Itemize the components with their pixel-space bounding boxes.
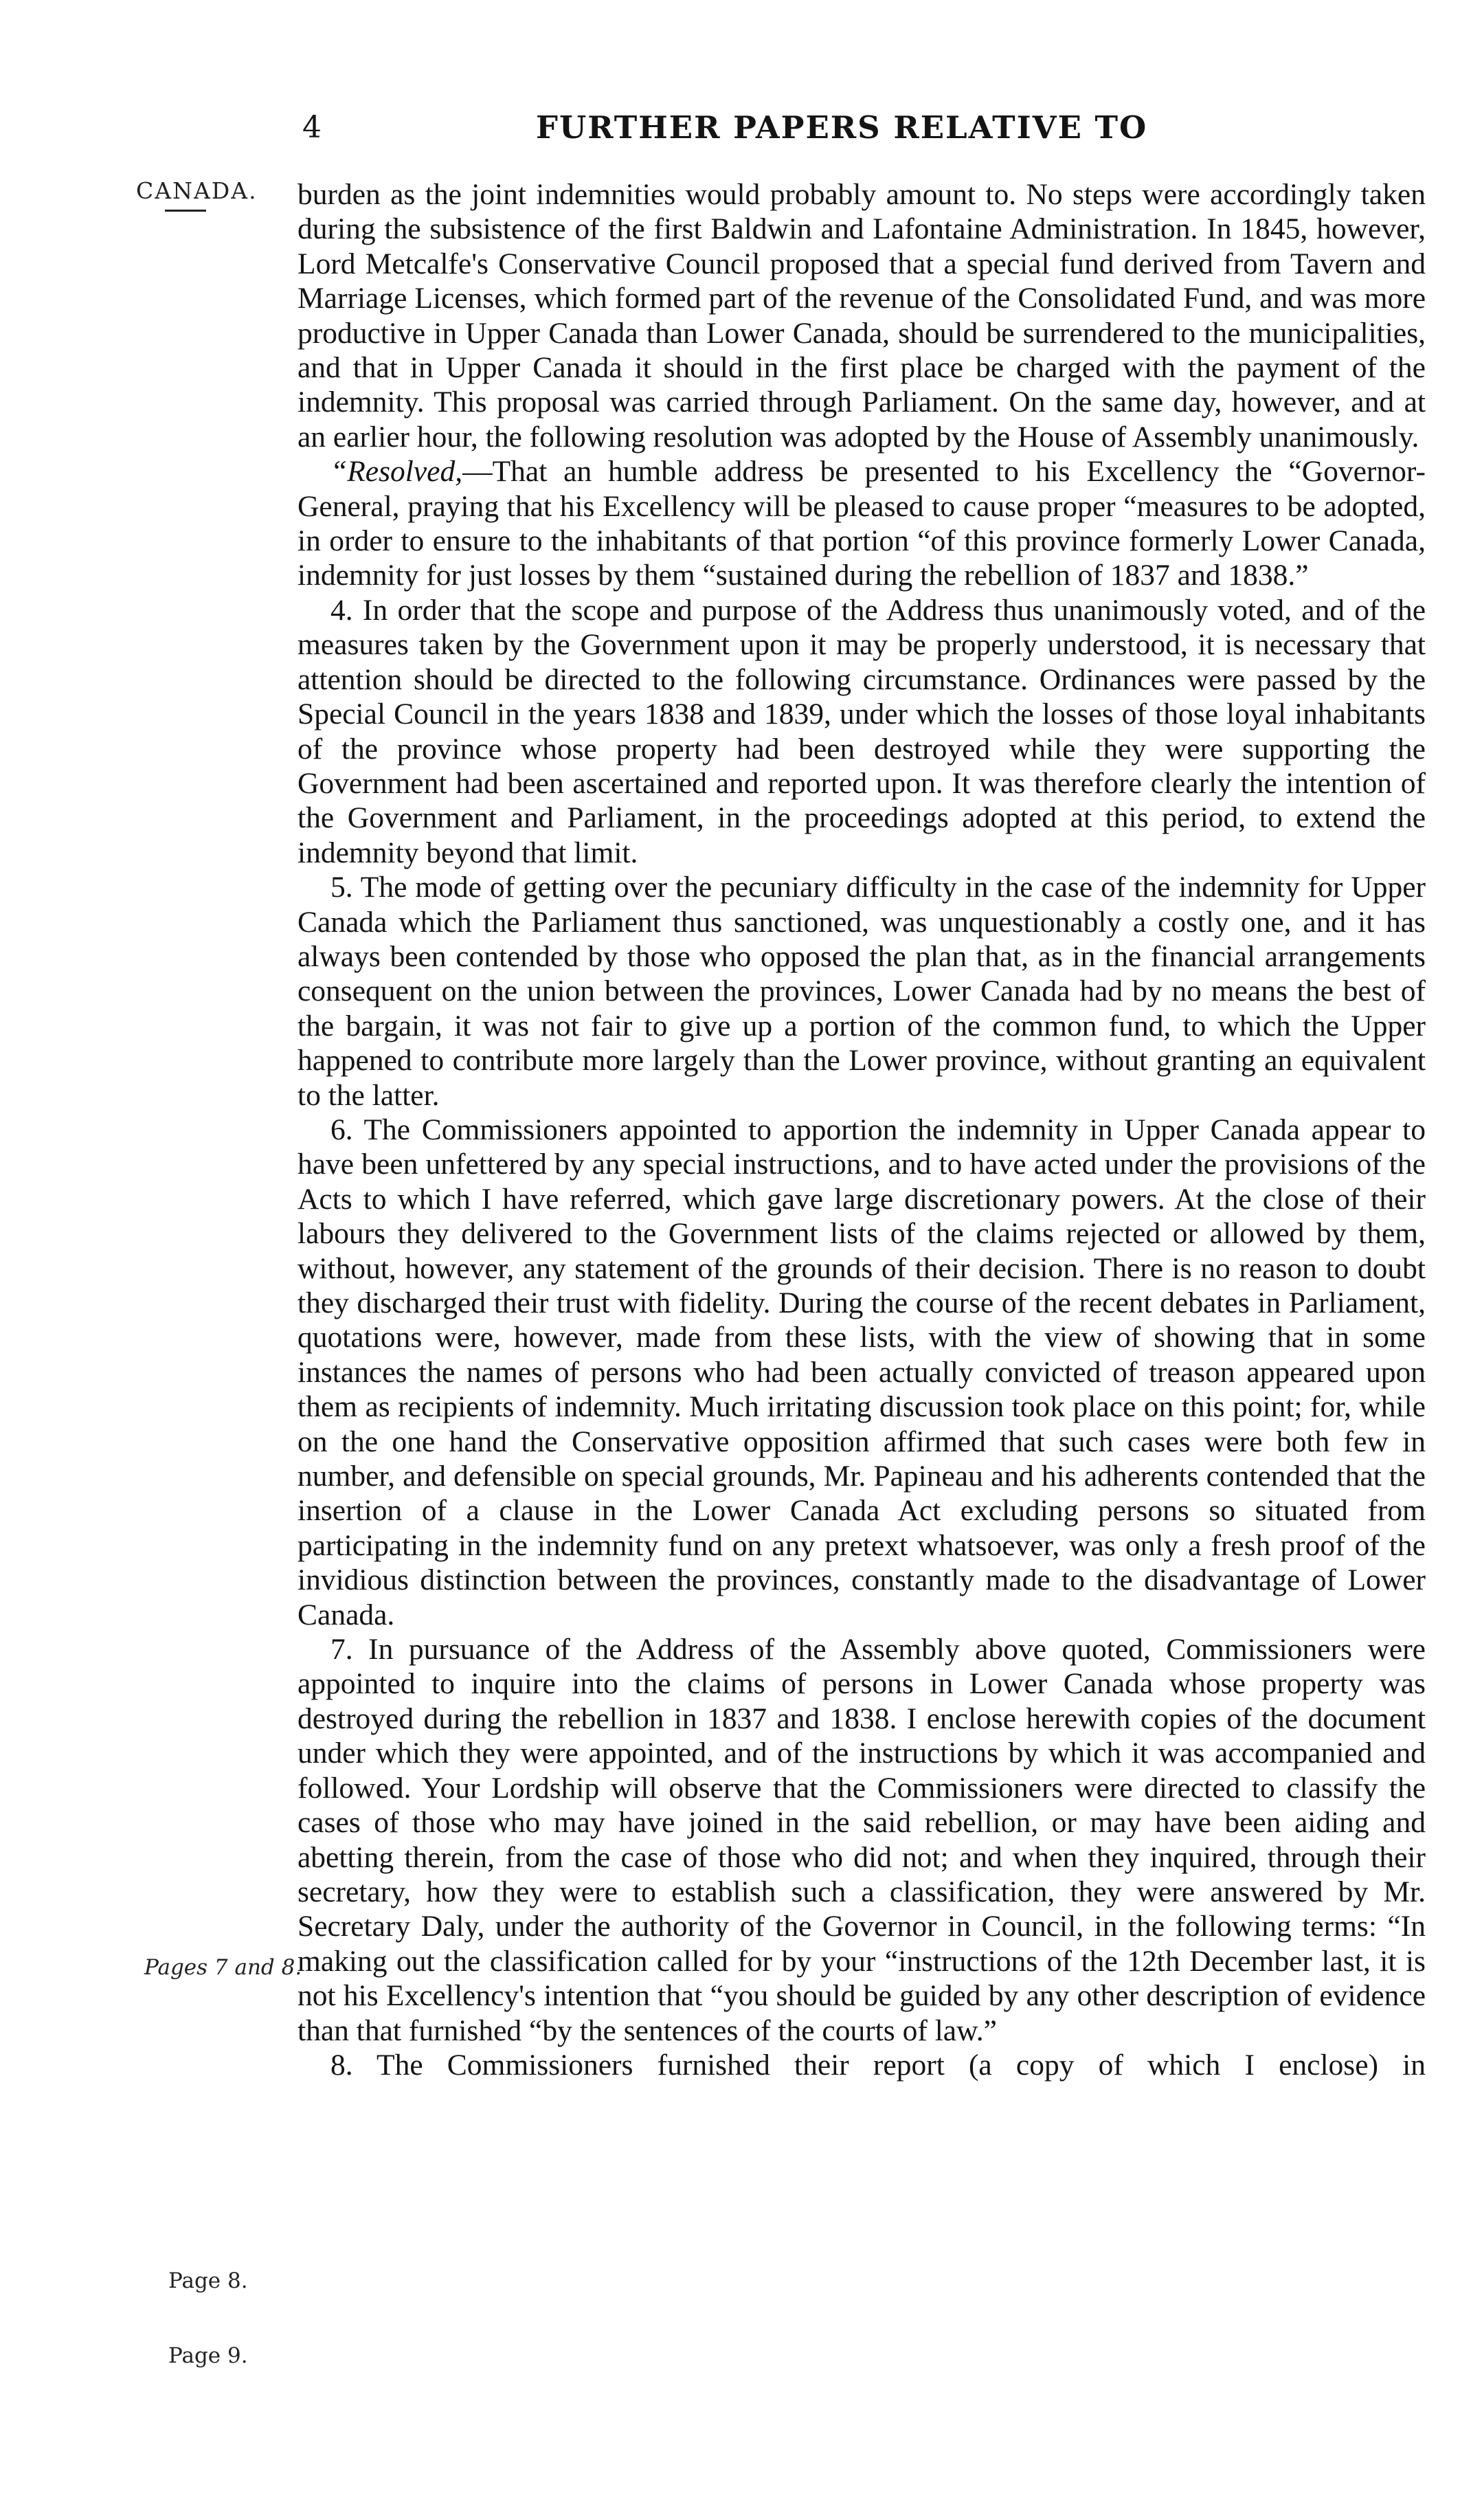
paragraph-6: 6. The Commissioners appointed to apportion the indemnity in Upper Canada appear to have been unfettered by any special instructions, and to have acted under the provisions of the Acts to which I have referred, which gave large discretionary powers. At the close of their labours they delivered to the Government lists of the claims rejected or allowed by them, without, however, any statement of the grounds of their decision. There is no reason to doubt they discharged their trust with fidelity. During the course of the recent debates in Parliament, quotations were, however, made from these lists, with the view of showing that in some instances the names of persons who had been actually convicted of treason appeared upon them as recipients of indemnity. Much irritating discussion took place on this point; for, while on the one hand the Conservative opposition affirmed that such cases were both few in number, and defensible on special grounds, Mr. Papineau and his adherents contended that the insertion of a clause in the Lower Canada Act excluding persons so situated from participating in the indemnity fund on any pretext whatsoever, was only a fresh proof of the invidious distinction between the provinces, constantly made to the disadvantage of Lower Canada. — [297, 1113, 1426, 1631]
running-title: FURTHER PAPERS RELATIVE TO — [536, 109, 1148, 146]
margin-note-page-9: Page 9. — [168, 2343, 248, 2368]
paragraph-continuation: burden as the joint indemnities would probably amount to. No steps were accordingly taken during the subsistence of the first Baldwin and Lafontaine Administration. In 1845, however, Lord Metcalfe's Conservative Council proposed that a special fund derived from Tavern and Marriage Licenses, which formed part of the revenue of the Consolidated Fund, and was more productive in Upper Canada than Lower Canada, should be surrendered to the municipalities, and that in Upper Canada it should in the first place be charged with the payment of the indemnity. This proposal was carried through Parliament. On the same day, however, and at an earlier hour, the following resolution was adopted by the House of Assembly unanimously. — [297, 178, 1426, 454]
margin-note-pages-7-8: Pages 7 and 8. — [144, 1955, 302, 1980]
paragraph-7: 7. In pursuance of the Address of the Assembly above quoted, Commissioners were appointed to inquire into the claims of persons in Lower Canada whose property was destroyed during the rebellion in 1837 and 1838. I enclose herewith copies of the document under which they were appointed, and of the instructions by which it was accompanied and followed. Your Lordship will observe that the Commissioners were directed to classify the cases of those who may have joined in the said rebellion, or may have been aiding and abetting therein, from the case of those who did not; and when they inquired, through their secretary, how they were to establish such a classification, they were answered by Mr. Secretary Daly, under the authority of the Governor in Council, in the following terms: “In making out the classification called for by your “instructions of the 12th December last, it is not his Excellency's intention that “you should be guided by any other description of evidence than that furnished “by the sentences of the courts of law.” — [297, 1633, 1426, 2047]
margin-note-page-8: Page 8. — [168, 2268, 248, 2293]
page-number: 4 — [302, 110, 322, 145]
document-body — [297, 177, 1426, 2082]
margin-note-canada: CANADA. — [136, 177, 258, 204]
paragraph-5: 5. The mode of getting over the pecuniary difficulty in the case of the indemnity for Upper Canada which the Parliament thus sanctioned, was unquestionably a costly one, and it has always been contended by those who opposed the plan that, as in the financial arrangements consequent on the union between the provinces, Lower Canada had by no means the best of the bargain, it was not fair to give up a portion of the common fund, to which the Upper happened to contribute more largely than the Lower province, without granting an equivalent to the latter. — [297, 871, 1426, 1112]
page-header — [0, 109, 1460, 157]
resolved-word: “Resolved, — [330, 455, 463, 489]
paragraph-4: 4. In order that the scope and purpose of the Address thus unanimously voted, and of the measures taken by the Government upon it may be properly understood, it is necessary that attention should be directed to the following circumstance. Ordinances were passed by the Special Council in the years 1838 and 1839, under which the losses of those loyal inhabitants of the province whose property had been destroyed while they were supporting the Government had been ascertained and reported upon. It was therefore clearly the intention of the Government and Parliament, in the proceedings adopted at this period, to extend the indemnity beyond that limit. — [297, 593, 1426, 869]
paragraph-8: 8. The Commissioners furnished their report (a copy of which I enclose) in — [330, 2048, 1426, 2082]
resolution-quote — [297, 454, 1426, 593]
margin-rule — [165, 210, 206, 212]
resolution-text: —That an humble address be presented to his Excellency the “Governor-General, praying that his Excellency will be pleased to cause proper “measures to be adopted, in order to ensure to the inhabitants of that portion “of this province formerly Lower Canada, indemnity for just losses by them “sustained during the rebellion of 1837 and 1838.” — [297, 455, 1426, 592]
